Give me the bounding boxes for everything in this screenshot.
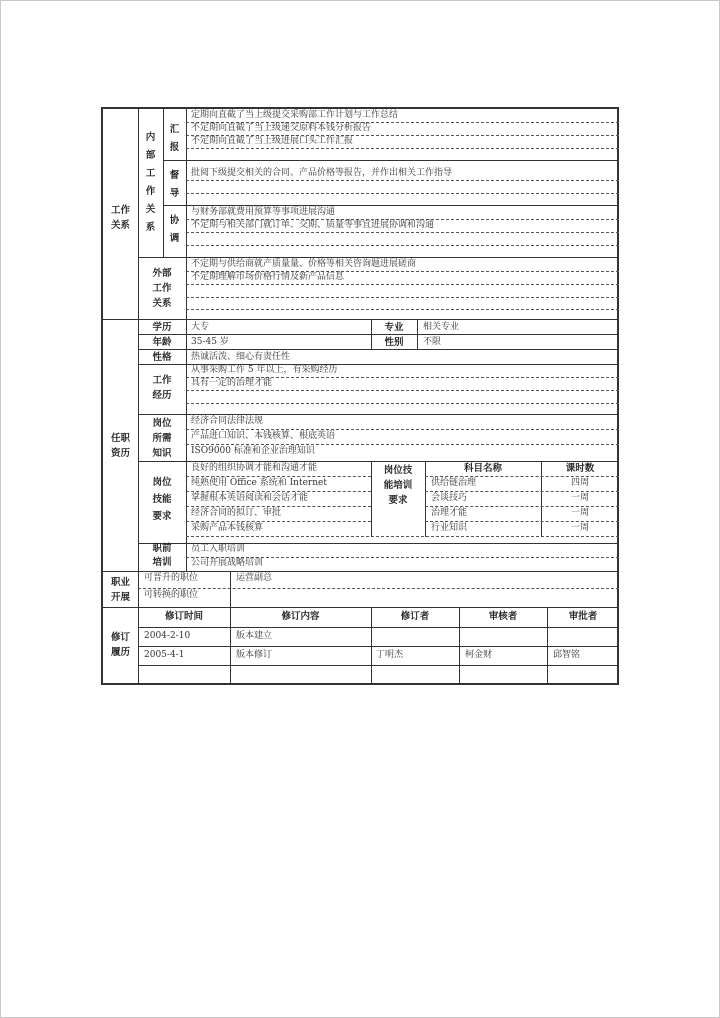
education-value: 大专 — [191, 322, 210, 332]
training-hours: 一周 — [570, 493, 589, 503]
transferable-label: 可转换的职位 — [144, 590, 199, 600]
report-label: 汇 报 — [169, 124, 180, 153]
revision-cell: 邱智铭 — [553, 650, 581, 660]
coordinate-item: 与财务部就费用预算等事项进展沟通 — [191, 207, 336, 217]
internal-relations-label: 内 部 工 作 关 系 — [145, 132, 156, 233]
revision-cell: 2005-4-1 — [144, 650, 185, 660]
report-item: 不定期向直截了当上级进展口头工作汇报 — [191, 136, 354, 146]
training-subject: 会谈技巧 — [431, 493, 468, 503]
revision-cell: 丁明杰 — [376, 650, 404, 660]
age-label: 年龄 — [152, 337, 172, 348]
supervise-label: 督 导 — [169, 170, 180, 199]
experience-item: 具有一定的治理才能 — [191, 378, 273, 388]
coordinate-label: 协 调 — [169, 215, 180, 244]
report-item: 定期向直截了当上级提交采购部工作计划与工作总结 — [191, 110, 399, 120]
training-requirements-label: 岗位技 能培训 要求 — [383, 465, 413, 506]
revision-header: 修订者 — [400, 611, 430, 622]
coordinate-item: 不定期与相关部门就订单、交期、质量等事宜进展协调和沟通 — [191, 220, 435, 230]
revision-cell: 柯金财 — [465, 650, 493, 660]
supervise-item: 批阅下级提交相关的合同、产品价格等报告，并作出相关工作指导 — [191, 168, 453, 178]
pre-job-training-label: 职前 培训 — [152, 543, 172, 568]
report-item: 不定期向直截了当上级递交原料本钱分析报告 — [191, 123, 372, 133]
education-label: 学历 — [152, 322, 172, 333]
experience-label: 工作 经历 — [152, 375, 172, 401]
revision-label: 修订 履历 — [110, 632, 130, 658]
external-relations-label: 外部 工作 关系 — [152, 268, 172, 309]
skills-label: 岗位 技能 要求 — [152, 477, 172, 522]
career-label: 职业 开展 — [110, 577, 130, 603]
gender-value: 不限 — [423, 337, 442, 347]
revision-header: 修订内容 — [281, 611, 320, 622]
promotable-value: 运营副总 — [236, 573, 273, 583]
experience-item: 从事采购工作 5 年以上，有采购经历 — [191, 365, 338, 375]
training-hours: 一周 — [570, 523, 589, 533]
personality-value: 热诚活泼、细心有责任性 — [191, 352, 291, 362]
major-label: 专业 — [384, 322, 404, 333]
work-relations-label: 工作 关系 — [110, 205, 130, 231]
knowledge-item: 产品进口知识、本钱核算、根底英语 — [191, 431, 336, 441]
gender-label: 性别 — [384, 337, 404, 348]
knowledge-item: 经济合同法律法规 — [191, 416, 264, 426]
skill-item: 纯熟使用 Office 系统和 Internet — [191, 478, 327, 488]
qualifications-label: 任职 资历 — [110, 433, 130, 459]
personality-label: 性格 — [152, 352, 172, 363]
revision-header: 审核者 — [488, 611, 518, 622]
skill-item: 采购产品本钱核算 — [191, 523, 264, 533]
knowledge-label: 岗位 所需 知识 — [152, 418, 172, 459]
training-subject: 行业知识 — [431, 523, 468, 533]
revision-header: 审批者 — [568, 611, 598, 622]
skill-item: 经济合同的拟订、审批 — [191, 508, 282, 518]
revision-cell: 版本建立 — [236, 631, 273, 641]
training-hours-header: 课时数 — [565, 463, 595, 474]
skill-item: 良好的组织协调才能和沟通才能 — [191, 463, 318, 473]
training-subject: 供给链治理 — [431, 478, 477, 488]
revision-header: 修订时间 — [164, 611, 203, 622]
age-value: 35-45 岁 — [191, 337, 229, 347]
training-hours: 一周 — [570, 508, 589, 518]
job-description-table — [101, 107, 619, 685]
revision-cell: 版本修订 — [236, 650, 273, 660]
knowledge-item: ISO9000 标准和企业治理知识 — [191, 446, 315, 456]
promotable-label: 可晋升的职位 — [144, 573, 199, 583]
training-hours: 四周 — [570, 478, 589, 488]
external-item: 不定期与供给商就产质量量、价格等相关咨询题进展磋商 — [191, 259, 417, 269]
pre-job-item: 员工入职培训 — [191, 544, 246, 554]
training-subject: 治理才能 — [431, 508, 468, 518]
external-item: 不定期理解市场价格行情及新产品信息 — [191, 272, 345, 282]
training-subject-header: 科目名称 — [463, 463, 502, 474]
revision-cell: 2004-2-10 — [144, 631, 191, 641]
pre-job-item: 公司开展战略培训 — [191, 558, 264, 568]
skill-item: 掌握根本英语阅读和会话才能 — [191, 493, 309, 503]
major-value: 相关专业 — [423, 322, 460, 332]
